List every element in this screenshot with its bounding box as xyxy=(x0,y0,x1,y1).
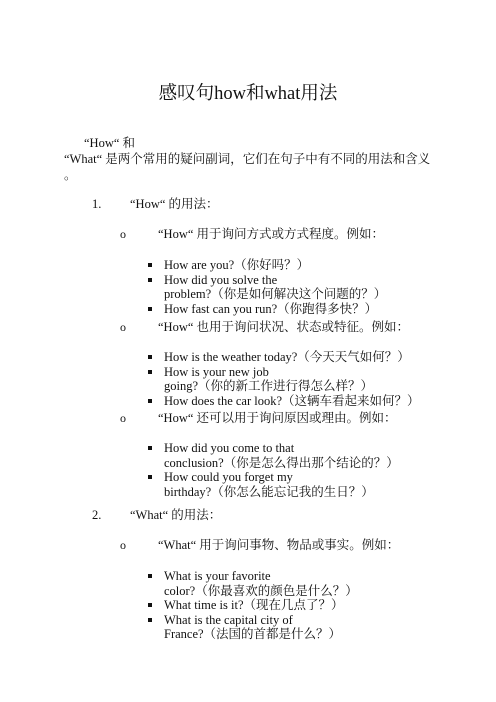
list-item-text: France?（法国的首都是什么？） xyxy=(164,627,342,642)
section-title: “What“ 的用法： xyxy=(130,508,222,522)
list-item-text: How could you forget my xyxy=(164,470,293,485)
list-item-text: How is your new job xyxy=(164,364,269,379)
list-item-text: going?（你的新工作进行得怎么样？） xyxy=(164,379,374,394)
list-item-text: How fast can you run?（你跑得多快？） xyxy=(164,301,378,316)
square-bullet-icon xyxy=(148,278,152,282)
list-item xyxy=(148,470,399,499)
list-item xyxy=(148,258,386,273)
list-item-text: How is the weather today?（今天天气如何？） xyxy=(164,350,410,364)
list-item xyxy=(148,394,420,409)
list-item xyxy=(148,273,386,302)
subsection-text: “How“ 也用于询问状况、状态或特征。例如： xyxy=(158,320,410,334)
circle-bullet-icon: o xyxy=(120,320,126,334)
list-item xyxy=(148,569,358,598)
document-title: 感叹句how和what用法 xyxy=(158,84,338,104)
intro-line: “What“ 是两个常用的疑问副词，它们在句子中有不同的用法和含义 xyxy=(64,152,431,166)
list-item-text: How are you?（你好吗？） xyxy=(164,258,310,272)
square-bullet-icon xyxy=(148,618,152,622)
intro-line: 。 xyxy=(64,168,77,182)
subsection-text: “How“ 用于询问方式或方式程度。例如： xyxy=(158,227,385,241)
list-item xyxy=(148,350,420,365)
list-item-text: birthday?（你怎么能忘记我的生日？） xyxy=(164,484,374,499)
bullet-list xyxy=(148,258,386,316)
subsection-text: “How“ 还可以用于询问原因或理由。例如： xyxy=(158,411,397,425)
circle-bullet-icon: o xyxy=(120,411,126,425)
list-item-text: What is your favorite xyxy=(164,569,271,583)
section-number: 2. xyxy=(92,508,102,522)
bullet-list xyxy=(148,441,399,499)
section-number: 1. xyxy=(92,197,102,211)
circle-bullet-icon: o xyxy=(120,538,126,552)
square-bullet-icon xyxy=(148,263,152,267)
list-item xyxy=(148,613,358,642)
section-title: “How“ 的用法： xyxy=(130,197,219,211)
list-item-text: problem?（你是如何解决这个问题的？） xyxy=(164,287,387,302)
square-bullet-icon xyxy=(148,370,152,374)
list-item-text: How does the car look?（这辆车看起来如何？） xyxy=(164,393,420,408)
list-item xyxy=(148,365,420,394)
square-bullet-icon xyxy=(148,574,152,578)
square-bullet-icon xyxy=(148,475,152,479)
square-bullet-icon xyxy=(148,399,152,403)
list-item xyxy=(148,598,358,613)
square-bullet-icon xyxy=(148,446,152,450)
list-item-text: color?（你最喜欢的颜色是什么？） xyxy=(164,583,358,598)
list-item-text: What is the capital city of xyxy=(164,612,293,627)
subsection-text: “What“ 用于询问事物、物品或事实。例如： xyxy=(158,538,400,552)
intro-line: “How“ 和 xyxy=(84,136,136,150)
list-item-text: What time is it?（现在几点了？） xyxy=(164,598,344,613)
square-bullet-icon xyxy=(148,355,152,359)
bullet-list xyxy=(148,350,420,408)
list-item-text: How did you come to that xyxy=(164,441,295,455)
list-item xyxy=(148,302,386,317)
bullet-list xyxy=(148,569,358,642)
intro-paragraph xyxy=(64,135,484,183)
square-bullet-icon xyxy=(148,603,152,607)
list-item-text: conclusion?（你是怎么得出那个结论的？） xyxy=(164,455,399,470)
circle-bullet-icon: o xyxy=(120,227,126,241)
list-item-text: How did you solve the xyxy=(164,272,278,287)
square-bullet-icon xyxy=(148,307,152,311)
list-item xyxy=(148,441,399,470)
